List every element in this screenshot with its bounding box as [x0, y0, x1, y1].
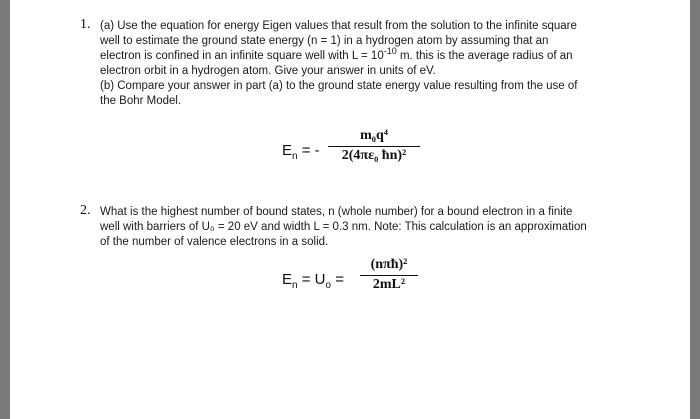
- problem-1-part-a-line-4: electron orbit in a hydrogen atom. Give your answer in units of eV.: [100, 65, 436, 77]
- equation-2-fraction: [360, 257, 418, 293]
- problem-1-exponent: -10: [383, 46, 397, 57]
- equation-2-equals: =: [331, 271, 345, 288]
- bohr-energy-equation: [282, 128, 442, 180]
- equation-1-fraction-bar: [328, 146, 420, 147]
- problem-1-part-a-line-2: well to estimate the ground state energy (n = 1) in a hydrogen atom by assuming that an: [100, 35, 549, 47]
- equation-1-equals: = -: [297, 142, 320, 159]
- problem-1-part-b-line-1: (b) Compare your answer in part (a) to the ground state energy value resulting from the use of: [100, 80, 578, 92]
- equation-2-u-sub: o: [325, 280, 332, 291]
- problem-2-text: [100, 205, 620, 250]
- equation-1-denominator: 2(4πε₀ ħn)²: [341, 148, 407, 163]
- problem-1-part-a-line-3-post: m. this is the average radius of an: [396, 50, 573, 62]
- equation-1-var: E: [282, 142, 293, 159]
- equation-2-u: = U: [297, 271, 326, 288]
- problem-1-text: [100, 19, 620, 109]
- problem-1-part-a-line-3-pre: electron is confined in an infinite square well with L = 10: [100, 50, 384, 62]
- equation-2-fraction-bar: [360, 275, 418, 276]
- equation-1-fraction: [328, 128, 420, 164]
- problem-1-part-b-line-2: the Bohr Model.: [100, 95, 182, 107]
- problem-2-number: 2.: [80, 203, 91, 218]
- problem-1-number: 1.: [80, 17, 91, 32]
- problem-2-line-3: of the number of valence electrons in a solid.: [100, 236, 329, 248]
- problem-1-part-a-line-3: [100, 46, 620, 64]
- document-page: [10, 0, 690, 419]
- equation-2-lhs: [282, 271, 345, 291]
- equation-2-var: E: [282, 271, 293, 288]
- equation-2-denominator: 2mL²: [372, 277, 406, 292]
- equation-1-lhs: [282, 142, 320, 162]
- problem-2-line-1: What is the highest number of bound states, n (whole number) for a bound electron in a finite: [100, 206, 573, 218]
- equation-2-numerator: (nπħ)²: [370, 257, 408, 272]
- problem-2-line-2: well with barriers of U₀ = 20 eV and width L = 0.3 nm. Note: This calculation is an approximation: [100, 221, 587, 233]
- equation-2-sub: n: [292, 280, 298, 291]
- problem-1-part-a-line-1: (a) Use the equation for energy Eigen values that result from the solution to the infinite square: [100, 20, 577, 32]
- equation-1-numerator: m₀q⁴: [360, 128, 388, 143]
- equation-1-sub: n: [292, 151, 298, 162]
- finite-well-energy-equation: [282, 257, 442, 309]
